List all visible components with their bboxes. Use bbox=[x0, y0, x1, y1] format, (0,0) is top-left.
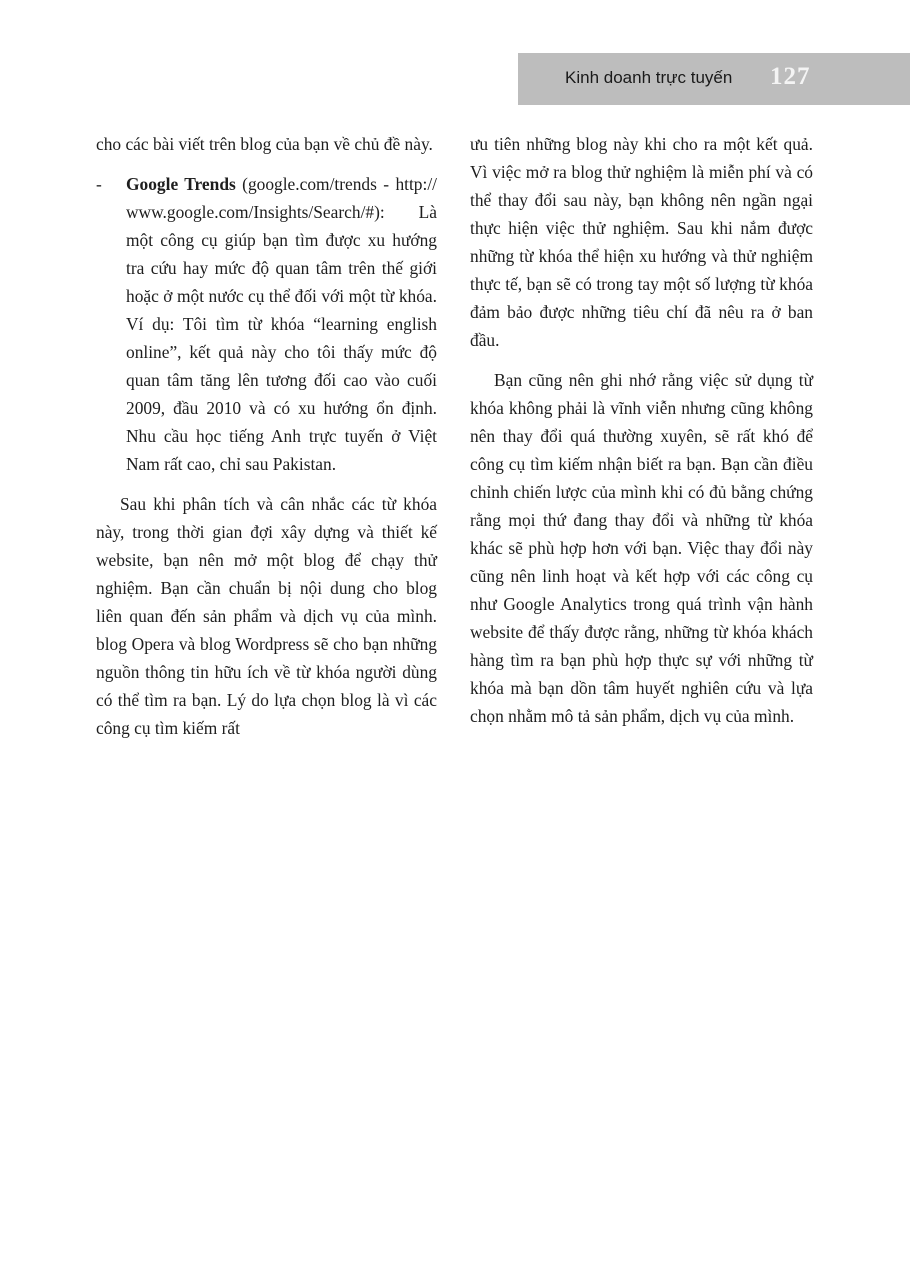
page-number: 127 bbox=[770, 63, 811, 90]
bullet-term: Google Trends bbox=[126, 174, 236, 194]
right-paragraph-continued: ưu tiên những blog này khi cho ra một kết quả. Vì việc mở ra blog thử nghiệm là miễn phí và có thể thay đổi sau này, bạn không nên ngần ngại thực hiện việc thử nghiệm. Sau khi nắm được những từ khóa thể hiện xu hướng và thử nghiệm thực tế, bạn sẽ có trong tay một số lượng từ khóa đảm bảo được những tiêu chí đã nêu ra ở ban đầu. bbox=[470, 134, 813, 350]
running-header-title: Kinh doanh trực tuyến bbox=[565, 68, 733, 87]
bullet-mark: - bbox=[96, 174, 102, 194]
left-paragraph-blog: Sau khi phân tích và cân nhắc các từ khóa này, trong thời gian đợi xây dựng và thiết kế website, bạn nên mở một blog để chạy thử nghiệm. Bạn cần chuẩn bị nội dung cho blog liên quan đến sản phẩm và dịch vụ của mình. blog Opera và blog Wordpress sẽ cho bạn những nguồn thông tin hữu ích về từ khóa người dùng có thể tìm ra bạn. Lý do lựa chọn blog là vì các công cụ tìm kiếm rất bbox=[96, 494, 437, 738]
bullet-text: : Là một công cụ giúp bạn tìm được xu hướng tra cứu hay mức độ quan tâm trên thế giới hoặc ở một nước cụ thể đối với một từ khóa. Ví dụ: Tôi tìm từ khóa “learning english online”, kết quả này cho tôi thấy mức độ quan tâm tăng lên tương đối cao vào cuối 2009, đầu 2010 và có xu hướng ổn định. Nhu cầu học tiếng Anh trực tuyến ở Việt Nam rất cao, chỉ sau Pakistan. bbox=[126, 202, 437, 474]
bullet-google-trends bbox=[96, 170, 437, 478]
left-column bbox=[96, 130, 437, 742]
right-column bbox=[470, 130, 813, 730]
left-paragraph-continued: cho các bài viết trên blog của bạn về chủ đề này. bbox=[96, 134, 433, 154]
right-paragraph-keywords: Bạn cũng nên ghi nhớ rằng việc sử dụng từ khóa không phải là vĩnh viễn nhưng cũng không nên thay đổi quá thường xuyên, sẽ rất khó để công cụ tìm kiếm nhận biết ra bạn. Bạn cần điều chỉnh chiến lược của mình khi có đủ bằng chứng rằng mọi thứ đang thay đổi và những từ khóa khác sẽ phù hợp hơn với bạn. Việc thay đổi này cũng nên linh hoạt và kết hợp với các công cụ như Google Analytics trong quá trình vận hành website để thấy được rằng, những từ khóa khách hàng tìm ra bạn phù hợp thực sự với những từ khóa mà bạn dồn tâm huyết nghiên cứu và lựa chọn nhằm mô tả sản phẩm, dịch vụ của mình. bbox=[470, 370, 813, 726]
bullet-url: (google.com/trends - http://www.google.com/Insights/Search/#) bbox=[126, 174, 437, 222]
